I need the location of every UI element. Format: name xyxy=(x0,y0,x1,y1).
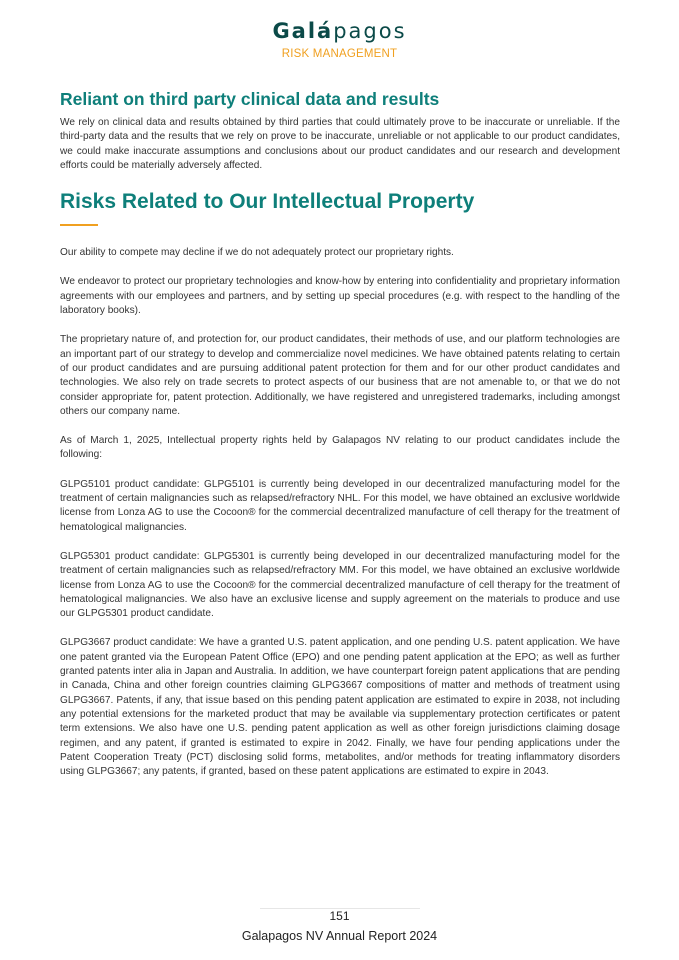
paragraph-compete: Our ability to compete may decline if we do not adequately protect our proprietary rights. xyxy=(60,247,454,259)
paragraph-glpg3667: GLPG3667 product candidate: We have a granted U.S. patent application, and one pending U.S. patent application. We have one patent granted via the European Patent Office (EPO) and one pending patent application at the EPO; as well as further granted patents inter alia in Japan and Australia. In addition, we have counterpart foreign patent applications that are pending in Canada, China and other foreign countries claiming GLPG3667 compositions of matter and methods of treatment using GLPG3667. Patents, if any, that issue based on this pending patent application are estimated to expire in 2038, not including any potential extensions for the marketed product that may be available via supplementary protection certificates or patent term extensions. We also have one U.S. pending patent application as well as other foreign jurisdictions claiming dosage regimen, and any patent, if granted is estimated to expire in 2042. Finally, we have four pending applications under the Patent Cooperation Treaty (PCT) disclosing solid forms, metabolites, and/or methods for treating inflammatory disorders using GLPG3667; any patents, if granted, based on these patent applications are estimated to expire in 2043. xyxy=(60,637,620,778)
main-heading: Risks Related to Our Intellectual Property xyxy=(60,190,475,214)
heading-underline xyxy=(60,224,98,226)
galapagos-logo xyxy=(0,18,679,44)
paragraph-proprietary: The proprietary nature of, and protection for, our product candidates, their methods of use, and our platform technologies are an important part of our strategy to develop and commercialize novel medicines. We have obtained patents relating to certain of our product candidates and are pursuing additional patent protection for them and for our other product candidates and technologies. We also rely on trade secrets to protect aspects of our business that are not amenable to, or that we do not consider appropriate for, patent protection. Additionally, we have registered and unregistered trademarks, including amongst others our company name. xyxy=(60,334,620,417)
page-number: 151 xyxy=(329,909,350,923)
page-footer xyxy=(0,908,679,944)
main-content xyxy=(60,88,620,794)
paragraph-glpg5101: GLPG5101 product candidate: GLPG5101 is currently being developed in our decentralized manufacturing model for the treatment of certain malignancies such as relapsed/refractory NHL. For this model, we have obtained an exclusive worldwide license from Lonza AG to use the Cocoon® for the commercial decentralized manufacture of cell therapy for the treatment of hematological malignancies. xyxy=(60,478,620,533)
page-header xyxy=(0,18,679,60)
section-label: RISK MANAGEMENT xyxy=(281,48,398,60)
sub-paragraph: We rely on clinical data and results obtained by third parties that could ultimately prove to be inaccurate or unreliable. If the third-party data and the results that we rely on prove to be inaccurate, unreliable or not applicable to our product candidates, we could make inaccurate assumptions and conclusions about our product candidates and our research and development efforts could be materially adversely affected. xyxy=(60,117,620,171)
paragraph-ip-rights: As of March 1, 2025, Intellectual property rights held by Galapagos NV relating to our product candidates include the following: xyxy=(60,435,620,461)
report-title: Galapagos NV Annual Report 2024 xyxy=(241,929,438,943)
paragraph-glpg5301: GLPG5301 product candidate: GLPG5301 is currently being developed in our decentralized manufacturing model for the treatment of certain malignancies such as relapsed/refractory MM. For this model, we have obtained an exclusive worldwide license from Lonza AG to use the Cocoon® for the commercial decentralized manufacture of cell therapy for the treatment of hematological malignancies. We also have an exclusive license and supply agreement on the materials to produce and use our GLPG5301 product candidate. xyxy=(60,550,620,620)
sub-heading: Reliant on third party clinical data and results xyxy=(60,89,440,109)
logo-bold-text: Galá xyxy=(272,19,334,43)
logo-light-text: pagos xyxy=(333,19,407,43)
paragraph-endeavor: We endeavor to protect our proprietary technologies and know-how by entering into confidentiality and proprietary information agreements with our employees and partners, and by setting up special procedures (e.g. with respect to the handling of the laboratory books). xyxy=(60,276,620,317)
